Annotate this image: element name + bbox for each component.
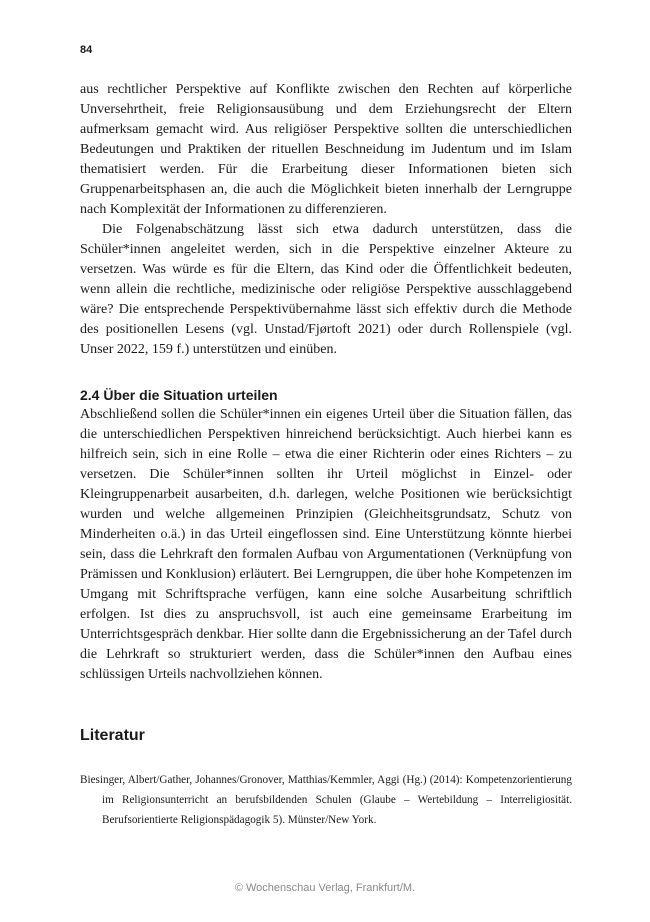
body-text-top xyxy=(80,80,572,360)
section-heading: 2.4 Über die Situation urteilen xyxy=(80,387,278,403)
paragraph: Abschließend sollen die Schüler*innen ein eigenes Urteil über die Situation fällen, das die unterschiedlichen Perspektiven hinreichend berücksichtigt. Auch hierbei kann es hilfreich sein, sich in eine Rolle – etwa die einer Richterin oder eines Richters – zu versetzen. Die Schüler*innen sollten ihr Urteil möglichst in Einzel- oder Kleingruppenarbeit ausarbeiten, d.h. darlegen, welche Positionen wie berücksichtigt wurden und welche allgemeinen Prinzipien (Gleichheitsgrundsatz, Schutz von Minderheiten o.ä.) in das Urteil eingeflossen sind. Eine Unterstützung könnte hierbei sein, dass die Lehrkraft den formalen Aufbau von Argumentationen (Verknüpfung von Prämissen und Konklusion) erläutert. Bei Lerngruppen, die über hohe Kompetenzen im Umgang mit Schriftsprache verfügen, kann eine solche Ausarbeitung schriftlich erfolgen. Ist dies zu anspruchsvoll, ist auch eine gemeinsame Erarbeitung im Unterrichtsgespräch denkbar. Hier sollte dann die Ergebnissicherung an der Tafel durch die Lehrkraft so strukturiert werden, dass die Schüler*innen den Aufbau eines schlüssigen Urteils nachvollziehen können. xyxy=(80,407,572,682)
reference-entry: Biesinger, Albert/Gather, Johannes/Gronover, Matthias/Kemmler, Aggi (Hg.) (2014): Kompetenzorientierung im Religionsunterricht an berufsbildenden Schulen (Glaube – Wertebildung – Interreligiosität. Berufsorientierte Religionspädagogik 5). Münster/New York. xyxy=(80,774,572,826)
paragraph: aus rechtlicher Perspektive auf Konflikte zwischen den Rechten auf körperliche Unversehrtheit, freie Religionsausübung und dem Erziehungsrecht der Eltern aufmerksam gemacht wird. Aus religiöser Perspektive sollten die unterschiedlichen Bedeutungen und Praktiken der rituellen Beschneidung im Judentum und im Islam thematisiert werden. Für die Erarbeitung dieser Informationen bieten sich Gruppenarbeitsphasen an, die auch die Möglichkeit bieten innerhalb der Lerngruppe nach Komplexität der Informationen zu differenzieren. xyxy=(80,82,572,217)
page-number: 84 xyxy=(80,44,93,56)
literature-heading: Literatur xyxy=(80,727,145,744)
section-body xyxy=(80,405,572,685)
paragraph: Die Folgenabschätzung lässt sich etwa dadurch unterstützen, dass die Schüler*innen angeleitet werden, sich in die Perspektive einzelner Akteure zu versetzen. Was würde es für die Eltern, das Kind oder die Öffentlichkeit bedeuten, wenn allein die rechtliche, medizinische oder religiöse Perspektive ausschlaggebend wäre? Die entsprechende Perspektivübernahme lässt sich effektiv durch die Methode des positionellen Lesens (vgl. Unstad/Fjørtoft 2021) oder durch Rollenspiele (vgl. Unser 2022, 159 f.) unterstützen und einüben. xyxy=(80,222,572,357)
copyright-footer: © Wochenschau Verlag, Frankfurt/M. xyxy=(234,882,416,894)
